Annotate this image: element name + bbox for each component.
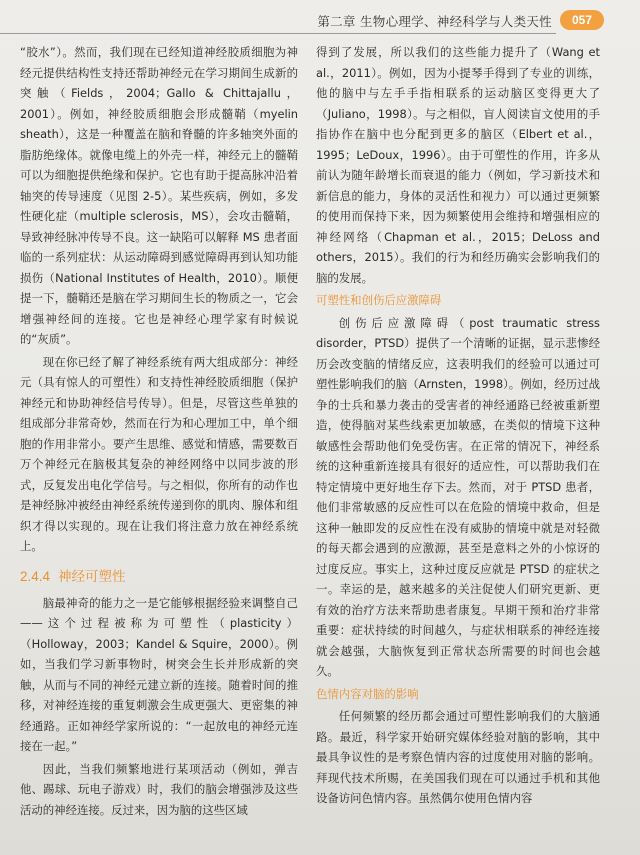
left-paragraph-4: 因此，当我们频繁地进行某项活动（例如，弹吉他、踢球、玩电子游戏）时，我们的脑会增强涉及这些活动的神经连接。反过来，因为脑的这些区域 — [20, 761, 298, 817]
subheading-ptsd: 可塑性和创伤后应激障碍 — [316, 293, 442, 307]
page-header — [0, 8, 640, 34]
chapter-title: 第二章 生物心理学、神经科学与人类天性 — [317, 14, 552, 29]
section-title: 神经可塑性 — [58, 568, 126, 585]
right-column — [316, 42, 600, 811]
right-paragraph-1: 得到了发展，所以我们的这些能力提升了（Wang et al.，2011）。例如，因为小提琴手得到了专业的训练，他的脑中与左手手指相联系的运动脑区变得更大了（Juliano，1998）。与之相似，盲人阅读盲文使用的手指协作在脑中也分配到更多的脑区（Elbert et al.，1995；LeDoux，1996）。由于可塑性的作用，许多从前认为随年龄增长而衰退的能力（例如，学习新技术和新信息的能力，身体的灵活性和视力）可以通过更频繁的使用而保持下来，因为频繁使用会维持和增强相应的神经网络（Chapman et al.，2015；DeLoss and others，2015）。我们的行为和经历确实会影响我们的脑的发展。 — [316, 45, 600, 285]
left-paragraph-1: “胶水”）。然而，我们现在已经知道神经胶质细胞为神经元提供结构性支持还帮助神经元在学习期间生成新的突触（Fields，2004；Gallo & Chittajallu，2001）。例如，神经胶质细胞会形成髓鞘（myelin sheath），这是一种覆盖在脑和脊髓的许多轴突外面的脂肪绝缘体。就像电缆上的外壳一样，神经元上的髓鞘可以为细胞提供绝缘和保护。它也有助于提高脉冲沿着轴突的传导速度（见图 2-5）。某些疾病，例如，多发性硬化症（multiple sclerosis，MS），会攻击髓鞘，导致神经脉冲传导不良。这一缺陷可以解释 MS 患者面临的一系列症状：从运动障碍到感觉障碍再到认知功能损伤（National Institutes of Health，2010）。顺便提一下，髓鞘还是脑在学习期间生长的物质之一，它会增强神经间的连接。它也是神经心理学家有时候说的“灰质”。 — [20, 45, 298, 346]
left-column — [20, 42, 298, 822]
left-paragraph-2: 现在你已经了解了神经系统有两大组成部分：神经元（具有惊人的可塑性）和支持性神经胶质细胞（保护神经元和协助神经信号传导）。但是，尽管这些单独的组成部分非常奇妙，然而在行为和心理加工中，单个细胞的作用非常小。要产生思维、感觉和情感，需要数百万个神经元在脑极其复杂的神经网络中以同步波的形式，反复发出电化学信号。与之相似，你所有的动作也是神经脉冲被经由神经系统传递到你的肌肉、腺体和组织才得以实现的。现在让我们将注意力放在神经系统上。 — [20, 354, 298, 553]
section-number: 2.4.4 — [20, 568, 51, 584]
right-paragraph-3: 任何频繁的经历都会通过可塑性影响我们的大脑通路。最近，科学家开始研究媒体经验对脑的影响，其中最具争议性的是考察色情内容的过度使用对脑的影响。拜现代技术所赐，在美国我们现在可以通过手机和其他设备访问色情内容。虽然偶尔使用色情内容 — [316, 709, 600, 805]
section-heading — [20, 567, 298, 587]
left-paragraph-3: 脑最神奇的能力之一是它能够根据经验来调整自己——这个过程被称为可塑性（plasticity）（Holloway，2003；Kandel & Squire，2000）。例如，当我们学习新事物时，树突会生长并形成新的突触，从而与不同的神经元建立新的连接。随着时间的推移，对神经连接的重复刺激会生成更强大、更密集的神经通路。正如神经学家所说的：“一起放电的神经元连接在一起。” — [20, 595, 298, 753]
right-paragraph-2: 创伤后应激障碍（post traumatic stress disorder，PTSD）提供了一个清晰的证据，显示悲惨经历会改变脑的情绪反应，这表明我们的经验可以通过可塑性影响我们的脑（Arnsten，1998）。例如，经历过战争的士兵和暴力袭击的受害者的神经通路已经被重新塑造，使得脑对某些线索更加敏感，在类似的情境下这种敏感性会帮助他们免受伤害。在正常的情况下，神经系统的这种重新连接具有很好的适应性，可以帮助我们在特定情境中更好地生存下去。然而，对于 PTSD 患者，他们非常敏感的反应性可以在危险的情境中救命，但是这种一触即发的反应性在没有威胁的情境中就是对轻微的每天都会遇到的应激源，甚至是意料之外的小惊讶的过度反应。事实上，这种过度反应就是 PTSD 的症状之一。幸运的是，越来越多的关注促使人们研究更新、更有效的治疗方法来帮助患者康复。早期干预和治疗非常重要：症状持续的时间越久，与症状相联系的神经连接就会越强，大脑恢复到正常状态所需要的时间也会越久。 — [316, 315, 600, 678]
page-number-badge: 057 — [560, 10, 604, 30]
header-divider — [0, 33, 556, 34]
subheading-pornography: 色情内容对脑的影响 — [316, 686, 419, 701]
